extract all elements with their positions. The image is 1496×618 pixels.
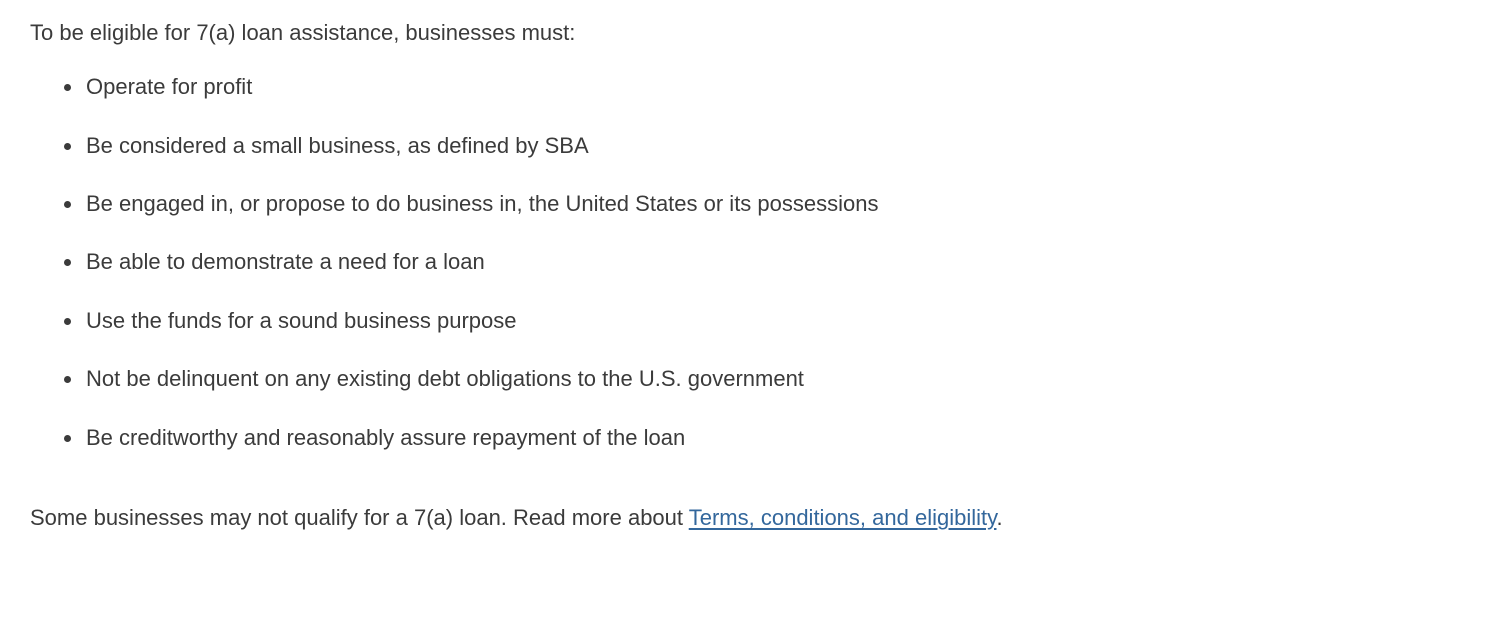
eligibility-intro-text: To be eligible for 7(a) loan assistance, businesses must: [30,20,576,45]
closing-text-after-link: . [996,504,1003,530]
list-item: • Operate for profit [84,72,1456,102]
list-item: • Be able to demonstrate a need for a loan [84,247,1456,277]
eligibility-requirements-list [30,72,1456,453]
closing-text-before-link: Some businesses may not qualify for a 7(a) loan. Read more about [30,504,689,530]
list-item: • Be considered a small business, as defined by SBA [84,131,1456,161]
closing-paragraph [30,503,1456,533]
list-item: • Not be delinquent on any existing debt obligations to the U.S. government [84,364,1456,394]
list-item: • Be creditworthy and reasonably assure repayment of the loan [84,423,1456,453]
list-item: • Use the funds for a sound business purpose [84,306,1456,336]
terms-conditions-eligibility-link[interactable]: Terms, conditions, and eligibility [688,504,997,530]
list-item: • Be engaged in, or propose to do business in, the United States or its possessions [84,189,1456,219]
